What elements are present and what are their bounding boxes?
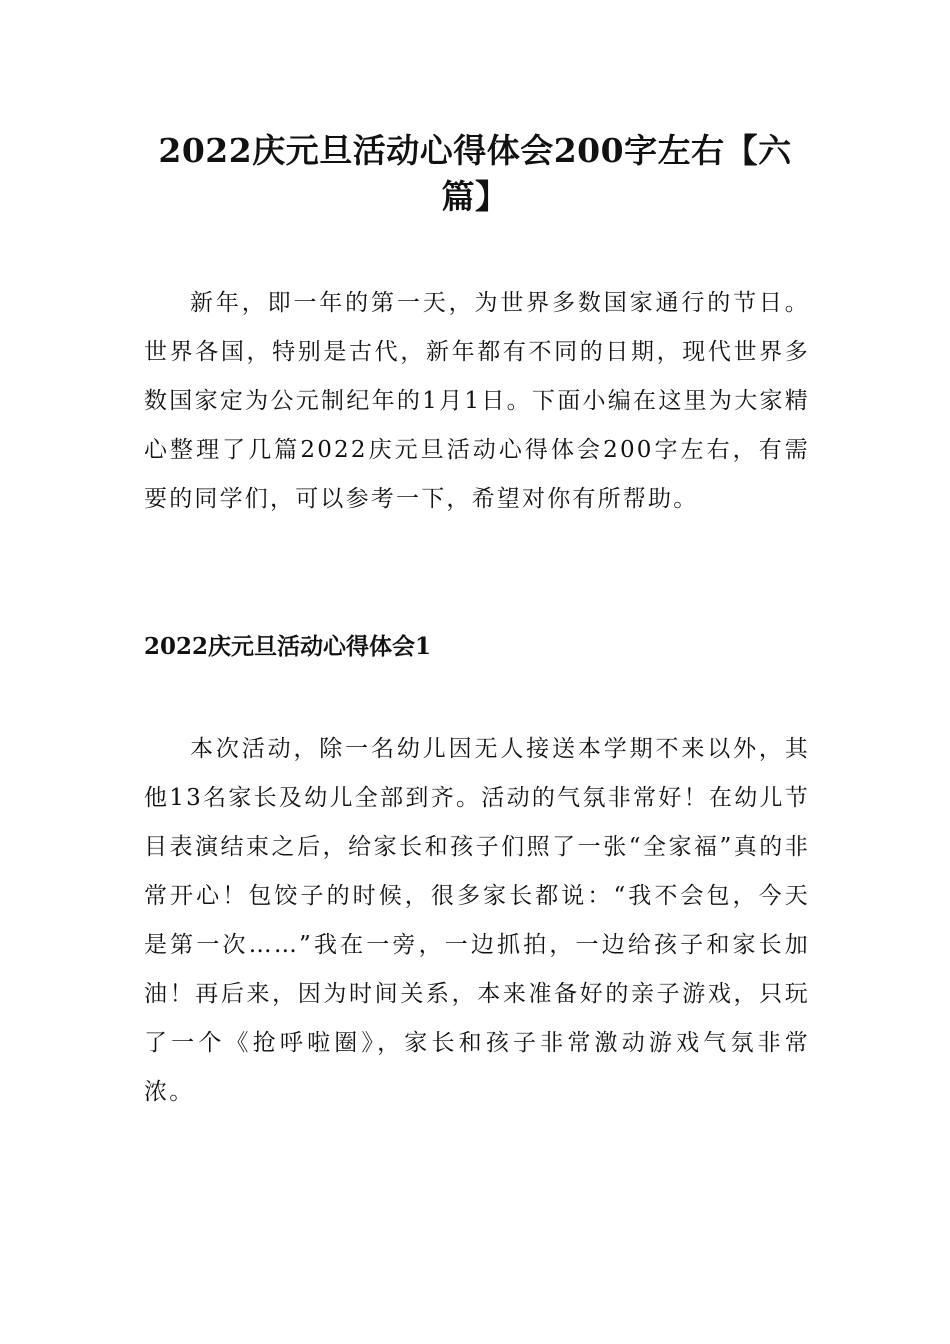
section-body: 本次活动，除一名幼儿因无人接送本学期不来以外，其他13名家长及幼儿全部到齐。活动的气氛非常好！在幼儿节目表演结束之后，给家长和孩子们照了一张“全家福”真的非常开心！包饺子的时候，很多家长都说：“我不会包，今天是第一次……”我在一旁，一边抓拍，一边给孩子和家长加油！再后来，因为时间关系，本来准备好的亲子游戏，只玩了一个《抢呼啦圈》，家长和孩子非常激动游戏气氛非常浓。 bbox=[144, 736, 810, 1105]
document-title: 2022庆元旦活动心得体会200字左右【六篇】 bbox=[158, 131, 792, 216]
intro-paragraph: 新年，即一年的第一天，为世界多数国家通行的节日。世界各国，特别是古代，新年都有不同的日期，现代世界多数国家定为公元制纪年的1月1日。下面小编在这里为大家精心整理了几篇2022庆元旦活动心得体会200字左右，有需要的同学们，可以参考一下，希望对你有所帮助。 bbox=[144, 290, 810, 512]
section-heading: 2022庆元旦活动心得体会1 bbox=[144, 633, 432, 660]
